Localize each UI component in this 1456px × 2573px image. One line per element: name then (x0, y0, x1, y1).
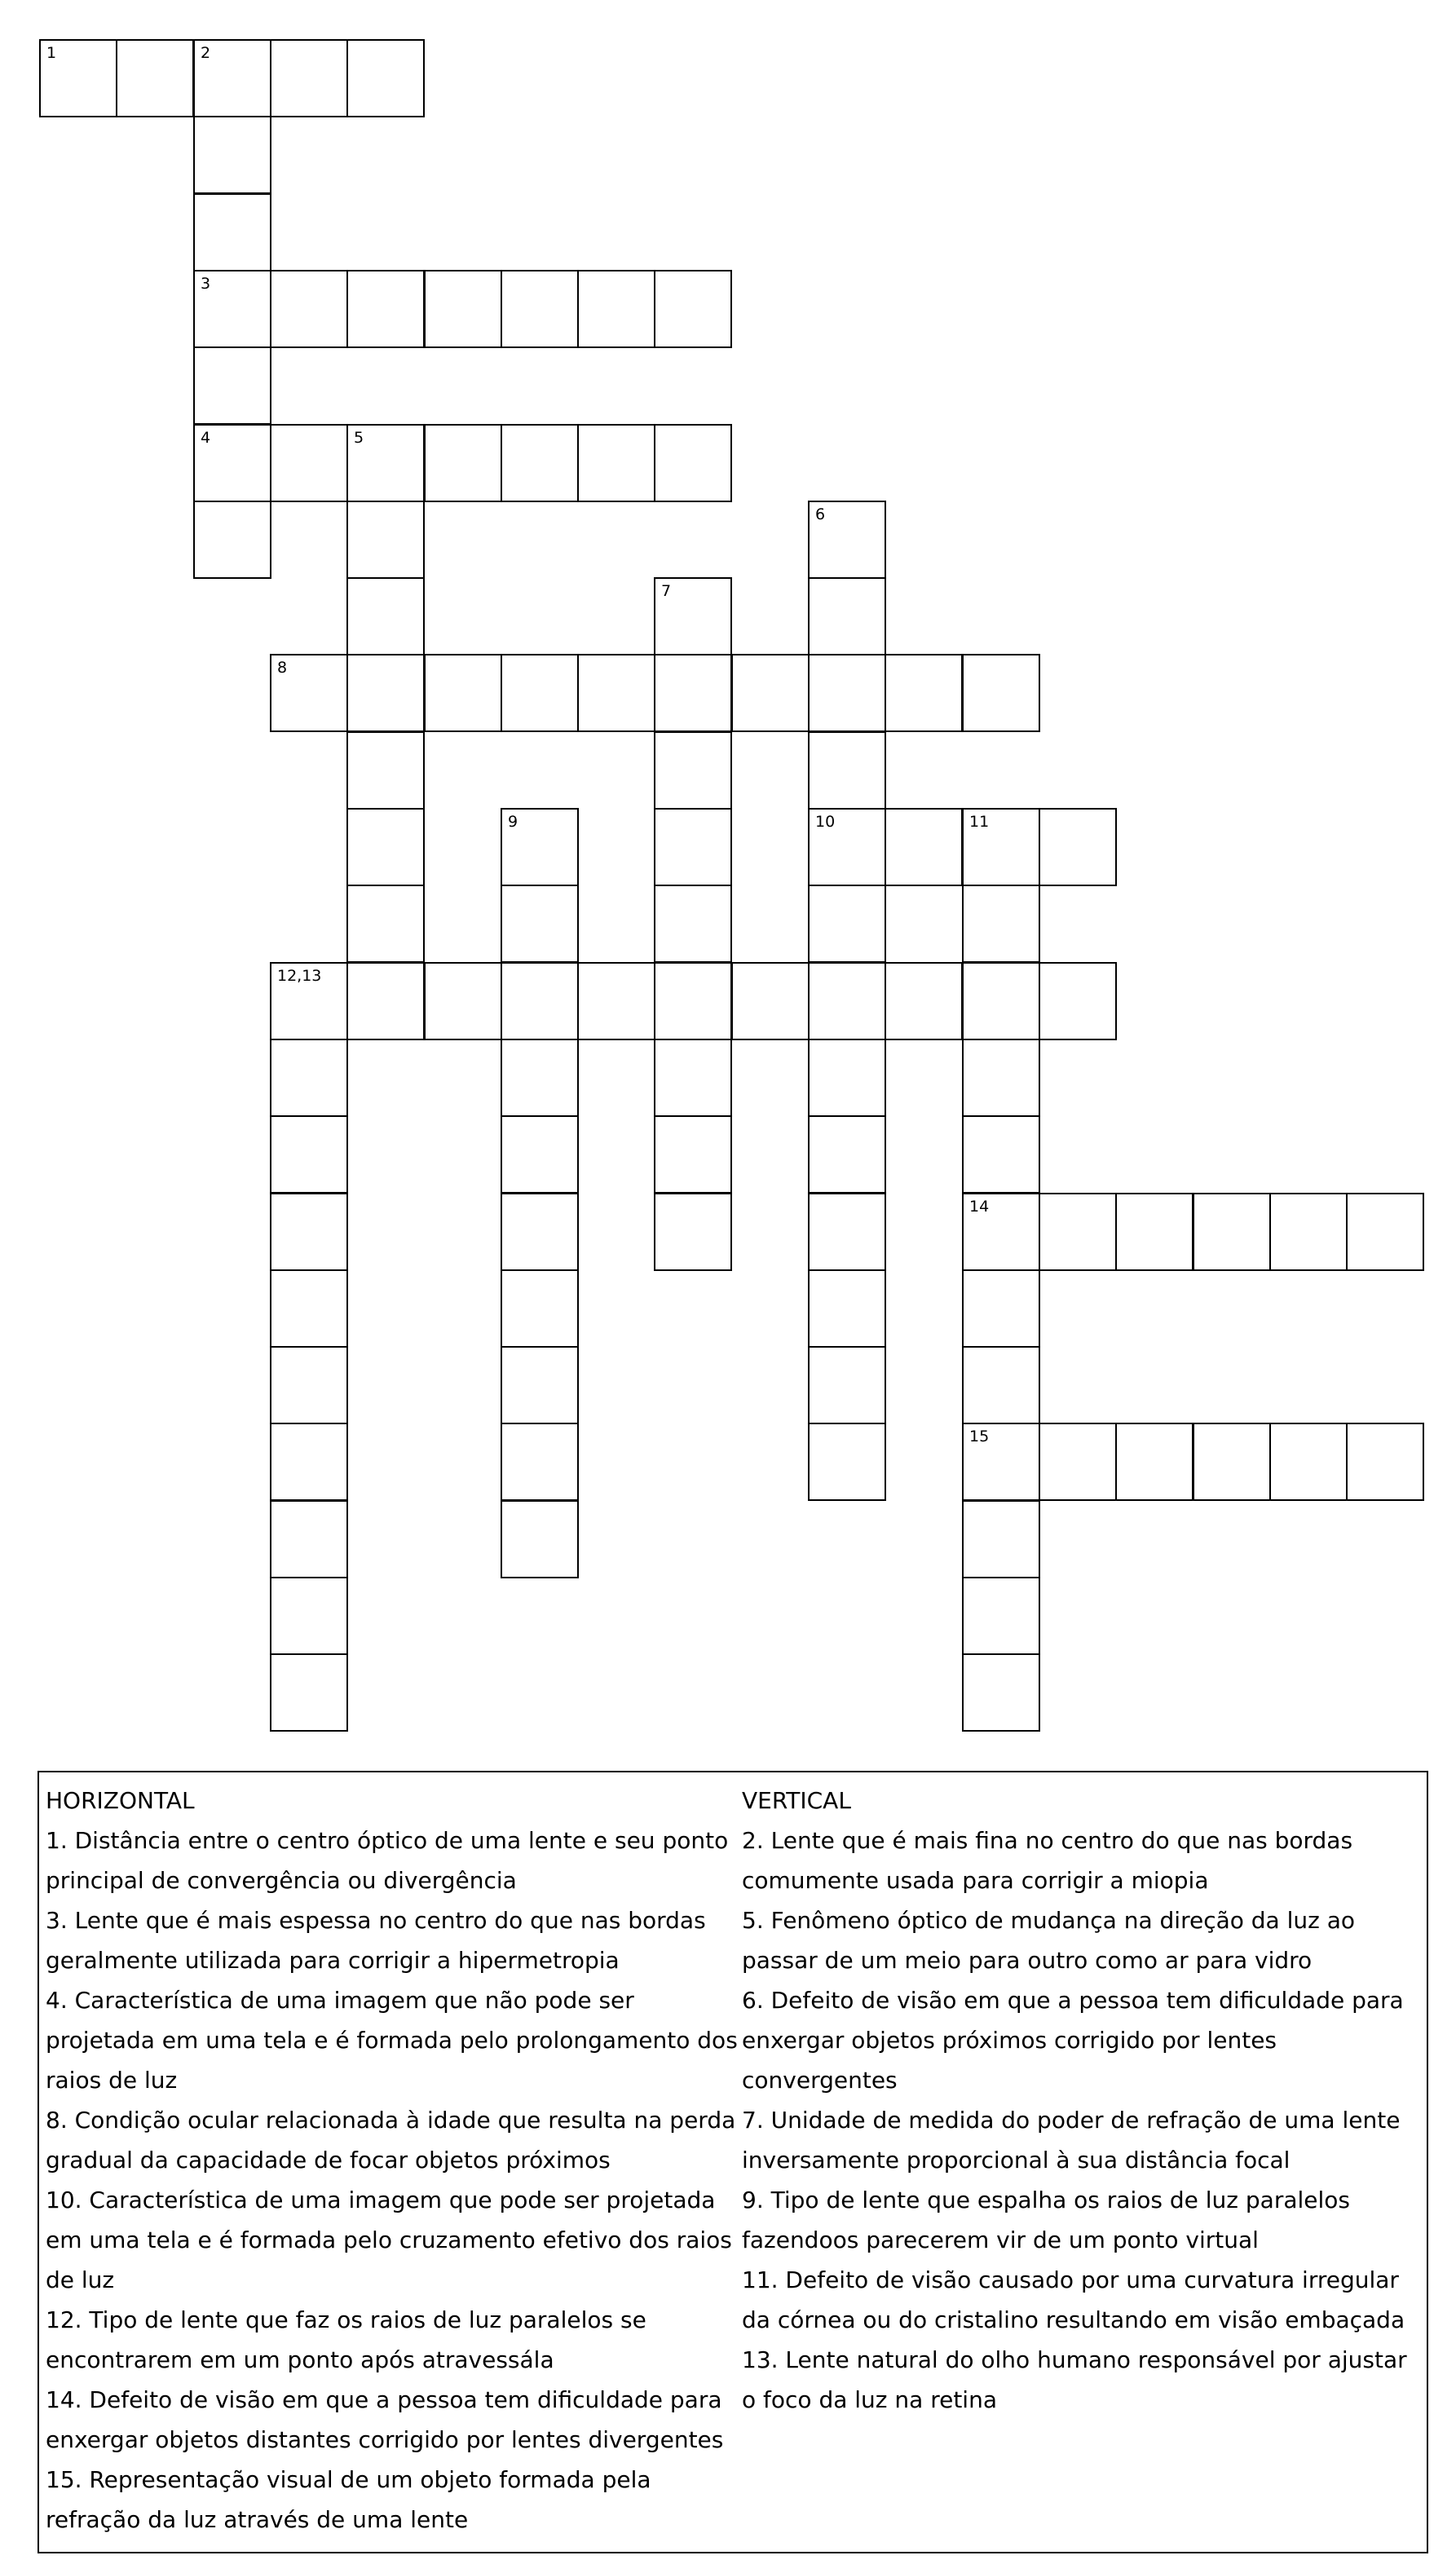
clue-number: 15 (969, 1428, 990, 1445)
clue-number: 9 (508, 813, 518, 831)
grid-cell[interactable] (346, 885, 425, 963)
grid-cell[interactable] (270, 1193, 348, 1271)
grid-cell[interactable] (654, 962, 732, 1040)
grid-cell[interactable] (654, 808, 732, 886)
grid-cell[interactable] (501, 1115, 579, 1194)
grid-cell[interactable] (808, 731, 886, 810)
grid-cell[interactable] (501, 962, 579, 1040)
grid-cell[interactable] (501, 1423, 579, 1501)
grid-cell[interactable] (962, 885, 1040, 963)
grid-cell[interactable] (654, 1039, 732, 1117)
grid-cell[interactable] (808, 577, 886, 655)
clue-number: 6 (815, 505, 826, 523)
grid-cell[interactable] (501, 885, 579, 963)
grid-cell[interactable] (501, 654, 579, 732)
horizontal-heading: HORIZONTAL (46, 1787, 195, 1814)
clue-number: 4 (201, 429, 211, 447)
clue-number: 12,13 (277, 967, 322, 985)
grid-cell[interactable] (346, 270, 425, 348)
grid-cell[interactable] (270, 1115, 348, 1194)
vertical-heading: VERTICAL (742, 1787, 851, 1814)
grid-cell[interactable] (501, 424, 579, 502)
grid-cell[interactable] (270, 1653, 348, 1732)
grid-cell[interactable] (1039, 962, 1117, 1040)
grid-cell[interactable] (270, 39, 348, 117)
grid-cell[interactable] (424, 424, 502, 502)
grid-cell[interactable] (1115, 1193, 1193, 1271)
grid-cell[interactable] (424, 962, 502, 1040)
grid-cell[interactable] (346, 808, 425, 886)
grid-cell[interactable] (1269, 1193, 1348, 1271)
grid-cell[interactable] (270, 654, 348, 732)
grid-cell[interactable] (731, 962, 810, 1040)
clue-number: 2 (201, 44, 211, 62)
grid-cell[interactable] (116, 39, 194, 117)
grid-cell[interactable] (962, 1653, 1040, 1732)
grid-cell[interactable] (654, 1115, 732, 1194)
grid-cell[interactable] (654, 731, 732, 810)
grid-cell[interactable] (808, 1039, 886, 1117)
grid-cell[interactable] (193, 270, 271, 348)
grid-cell[interactable] (808, 654, 886, 732)
grid-cell[interactable] (1193, 1193, 1271, 1271)
grid-cell[interactable] (501, 808, 579, 886)
grid-cell[interactable] (962, 1423, 1040, 1501)
grid-cell[interactable] (962, 808, 1040, 886)
grid-cell[interactable] (270, 1269, 348, 1348)
grid-cell[interactable] (346, 731, 425, 810)
clue-number: 3 (201, 275, 211, 293)
grid-cell[interactable] (808, 1193, 886, 1271)
grid-cell[interactable] (193, 116, 271, 194)
vertical-clues (742, 1781, 1427, 2420)
grid-cell[interactable] (346, 501, 425, 579)
grid-cell[interactable] (962, 962, 1040, 1040)
vertical-clue: 7. Unidade de medida do poder de refração de uma lente inversamente proporcional à sua distância focal (742, 2107, 1401, 2174)
grid-cell[interactable] (193, 424, 271, 502)
horizontal-clue: 15. Representação visual de um objeto formada pela refração da luz através de uma lente (46, 2466, 651, 2533)
clue-number: 7 (661, 582, 672, 600)
grid-cell[interactable] (808, 501, 886, 579)
grid-cell[interactable] (1346, 1193, 1424, 1271)
horizontal-clue: 10. Característica de uma imagem que pode ser projetada em uma tela e é formada pelo cruzamento efetivo dos raios de luz (46, 2187, 732, 2293)
grid-cell[interactable] (501, 1269, 579, 1348)
grid-cell[interactable] (501, 1500, 579, 1578)
grid-cell[interactable] (654, 424, 732, 502)
clue-number: 5 (354, 429, 364, 447)
horizontal-clue: 14. Defeito de visão em que a pessoa tem dificuldade para enxergar objetos distantes corrigido por lentes divergentes (46, 2386, 724, 2453)
grid-cell[interactable] (270, 270, 348, 348)
grid-cell[interactable] (270, 424, 348, 502)
grid-cell[interactable] (346, 577, 425, 655)
grid-cell[interactable] (193, 39, 271, 117)
vertical-clue: 6. Defeito de visão em que a pessoa tem dificuldade para enxergar objetos próximos corrigido por lentes convergentes (742, 1987, 1404, 2094)
grid-cell[interactable] (424, 654, 502, 732)
grid-cell[interactable] (577, 654, 655, 732)
grid-cell[interactable] (962, 654, 1040, 732)
grid-cell[interactable] (270, 1577, 348, 1655)
grid-cell[interactable] (962, 1577, 1040, 1655)
grid-cell[interactable] (808, 808, 886, 886)
grid-cell[interactable] (501, 1346, 579, 1424)
vertical-clue: 5. Fenômeno óptico de mudança na direção da luz ao passar de um meio para outro como ar para vidro (742, 1907, 1356, 1974)
grid-cell[interactable] (808, 885, 886, 963)
grid-cell[interactable] (270, 1039, 348, 1117)
grid-cell[interactable] (270, 962, 348, 1040)
grid-cell[interactable] (1039, 1193, 1117, 1271)
grid-cell[interactable] (577, 962, 655, 1040)
grid-cell[interactable] (1346, 1423, 1424, 1501)
horizontal-clue: 8. Condição ocular relacionada à idade que resulta na perda gradual da capacidade de focar objetos próximos (46, 2107, 736, 2174)
grid-cell[interactable] (654, 654, 732, 732)
grid-cell[interactable] (808, 1423, 886, 1501)
grid-cell[interactable] (654, 270, 732, 348)
grid-cell[interactable] (346, 962, 425, 1040)
grid-cell[interactable] (808, 1269, 886, 1348)
grid-cell[interactable] (346, 424, 425, 502)
clue-number: 10 (815, 813, 836, 831)
clue-number: 8 (277, 659, 288, 677)
grid-cell[interactable] (193, 193, 271, 271)
grid-cell[interactable] (731, 654, 810, 732)
grid-cell[interactable] (962, 1115, 1040, 1194)
horizontal-clue: 1. Distância entre o centro óptico de uma lente e seu ponto principal de convergência ou divergência (46, 1827, 729, 1894)
clues-box (38, 1771, 1428, 2553)
grid-cell[interactable] (1269, 1423, 1348, 1501)
clue-number: 14 (969, 1198, 990, 1216)
vertical-clue: 11. Defeito de visão causado por uma curvatura irregular da córnea ou do cristalino resultando em visão embaçada (742, 2266, 1405, 2333)
grid-cell[interactable] (885, 654, 963, 732)
grid-cell[interactable] (1039, 808, 1117, 886)
clue-number: 11 (969, 813, 990, 831)
grid-cell[interactable] (1039, 1423, 1117, 1501)
grid-cell[interactable] (654, 885, 732, 963)
grid-cell[interactable] (962, 1346, 1040, 1424)
grid-cell[interactable] (808, 1346, 886, 1424)
grid-cell[interactable] (577, 270, 655, 348)
grid-cell[interactable] (193, 346, 271, 425)
grid-cell[interactable] (654, 577, 732, 655)
horizontal-clue: 12. Tipo de lente que faz os raios de luz paralelos se encontrarem em um ponto após atravessála (46, 2306, 646, 2373)
vertical-clue: 9. Tipo de lente que espalha os raios de luz paralelos fazendoos parecerem vir de um ponto virtual (742, 2187, 1350, 2253)
grid-cell[interactable] (424, 270, 502, 348)
grid-cell[interactable] (1115, 1423, 1193, 1501)
grid-cell[interactable] (654, 1193, 732, 1271)
grid-cell[interactable] (346, 39, 425, 117)
grid-cell[interactable] (501, 270, 579, 348)
vertical-clue: 2. Lente que é mais fina no centro do que nas bordas comumente usada para corrigir a miopia (742, 1827, 1353, 1894)
grid-cell[interactable] (962, 1500, 1040, 1578)
horizontal-clue: 3. Lente que é mais espessa no centro do que nas bordas geralmente utilizada para corrigir a hipermetropia (46, 1907, 706, 1974)
horizontal-clues (46, 1781, 739, 2540)
grid-cell[interactable] (501, 1193, 579, 1271)
grid-cell[interactable] (962, 1193, 1040, 1271)
horizontal-clue: 4. Característica de uma imagem que não pode ser projetada em uma tela e é formada pelo prolongamento dos raios de luz (46, 1987, 738, 2094)
grid-cell[interactable] (808, 962, 886, 1040)
grid-cell[interactable] (346, 654, 425, 732)
vertical-clue: 13. Lente natural do olho humano responsável por ajustar o foco da luz na retina (742, 2346, 1407, 2413)
grid-cell[interactable] (962, 1039, 1040, 1117)
grid-cell[interactable] (193, 501, 271, 579)
grid-cell[interactable] (270, 1500, 348, 1578)
grid-cell[interactable] (270, 1346, 348, 1424)
clue-number: 1 (46, 44, 57, 62)
grid-cell[interactable] (808, 1115, 886, 1194)
grid-cell[interactable] (962, 1269, 1040, 1348)
grid-cell[interactable] (501, 1039, 579, 1117)
grid-cell[interactable] (885, 808, 963, 886)
grid-cell[interactable] (270, 1423, 348, 1501)
grid-cell[interactable] (577, 424, 655, 502)
grid-cell[interactable] (885, 962, 963, 1040)
grid-cell[interactable] (39, 39, 117, 117)
grid-cell[interactable] (1193, 1423, 1271, 1501)
